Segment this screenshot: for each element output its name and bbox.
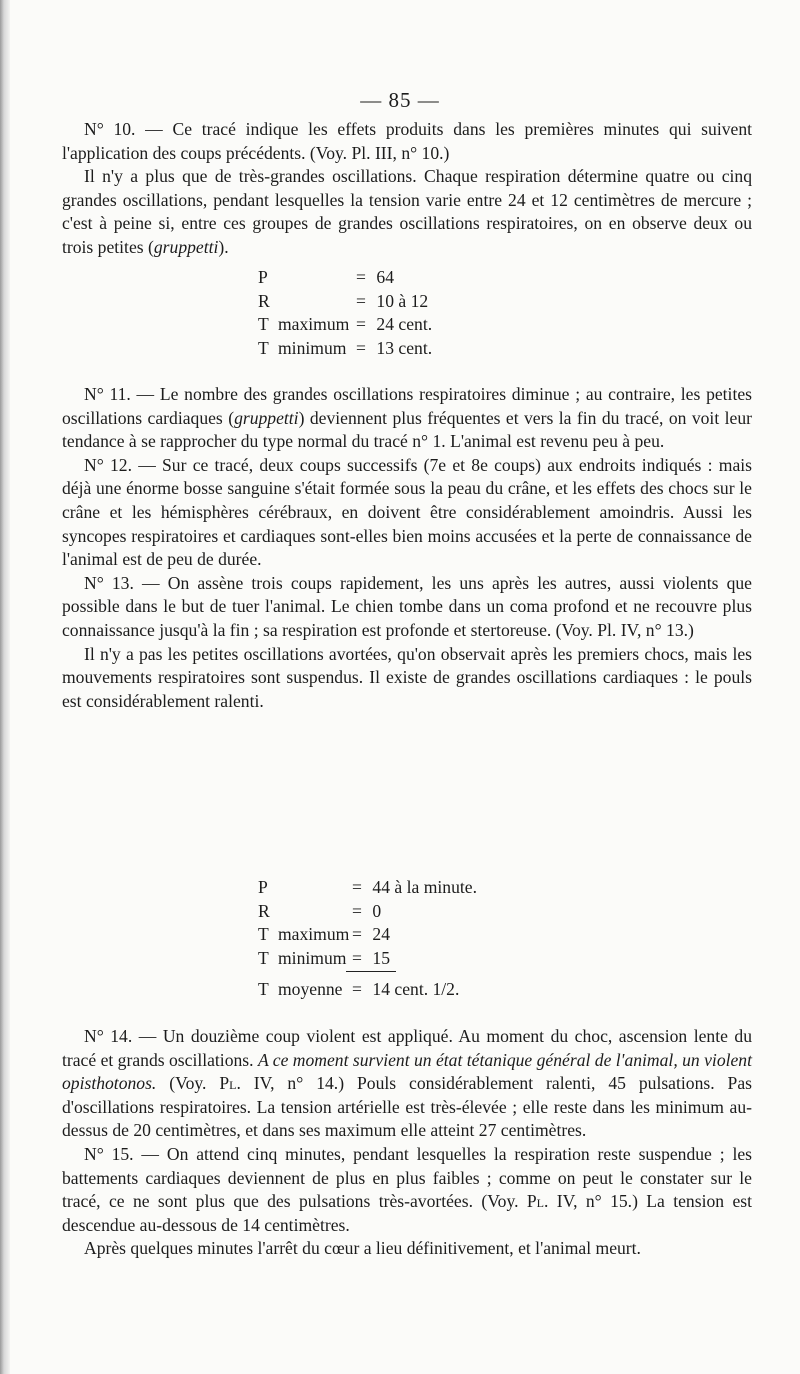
measure-row-r: R = 0 (258, 900, 382, 921)
measurements-13 (258, 876, 477, 1002)
measure-row-r: R = 10 à 12 (258, 290, 429, 311)
measure-row-tmax: T maximum = 24 cent. (258, 314, 433, 335)
paragraph-10a: N° 10. — Ce tracé indique les effets produits dans les premières minutes qui suivent l'application des coups précédents. (Voy. Pl. III, n° 10.) (62, 119, 752, 163)
paragraph-12: N° 12. — Sur ce tracé, deux coups successifs (7e et 8e coups) aux endroits indiqués : mais déjà une énorme bosse sanguine s'était formée sous la peau du crâne, et les effets des chocs sur le crâne et les hémisphères cérébraux, en doivent être considérablement amoindris. Aussi les syncopes respiratoires et cardiaques sont-elles bien moins accusées et la perte de connaissance de l'animal est de peu de durée. (62, 454, 752, 570)
measure-row-p: P = 64 (258, 267, 394, 287)
italic-term: gruppetti (234, 407, 299, 428)
measure-row-p: P = 44 à la minute. (258, 877, 477, 897)
measure-row-tmin: T minimum = 15 (258, 947, 390, 968)
paragraph-14: N° 14. — Un douzième coup violent est appliqué. Au moment du choc, ascension lente du tracé et grands oscillations. A ce moment survient un état tétanique général de l'animal, un violent opisthotonos. (Voy. Pl. IV, n° 14.) Pouls considérablement ralenti, 45 pulsations. Pas d'oscillations respiratoires. La tension artérielle est très-élevée ; elle reste dans les minimum au-dessus de 20 centimètres, et dans ses maximum elle atteint 27 centimètres. (62, 1026, 752, 1141)
paragraph-block-11-13 (62, 383, 752, 713)
paragraph-final: Après quelques minutes l'arrêt du cœur a lieu définitivement, et l'animal meurt. (84, 1238, 641, 1259)
italic-term: gruppetti (153, 236, 219, 257)
measure-row-tmoy: T moyenne = 14 cent. 1/2. (258, 979, 460, 1000)
page-number: — 85 — (360, 88, 440, 112)
sum-rule (346, 971, 396, 972)
paragraph-15: N° 15. — On attend cinq minutes, pendant lesquelles la respiration reste suspendue ; les battements cardiaques deviennent de plus en plus faibles ; comme on peut le constater sur le tracé, ce ne sont plus que des pulsations très-avortées. (Voy. Pl. IV, n° 15.) La tension est descendue au-dessous de 14 centimètres. (62, 1143, 752, 1235)
measure-row-tmin: T minimum = 13 cent. (258, 337, 433, 358)
measurements-10 (258, 266, 432, 360)
paragraph-block-14-15 (62, 1025, 752, 1261)
paragraph-block-10 (62, 118, 752, 260)
measure-row-tmax: T maximum = 24 (258, 924, 390, 945)
scan-shadow-edge (0, 0, 10, 1374)
italic-phrase: A ce moment survient un état tétanique général de l'animal, un violent opisthotonos. (62, 1049, 752, 1094)
paragraph-11: N° 11. — Le nombre des grandes oscillations respiratoires diminue ; au contraire, les petites oscillations cardiaques (gruppetti) deviennent plus fréquentes et vers la fin du tracé, on voit leur tendance à se rapprocher du type normal du tracé n° 1. L'animal est revenu peu à peu. (62, 384, 752, 452)
paragraph-10b: Il n'y a plus que de très-grandes oscillations. Chaque respiration détermine quatre ou cinq grandes oscillations, pendant lesquelles la tension varie entre 24 et 12 centimètres de mercure ; c'est à peine si, entre ces groupes de grandes oscillations respiratoires, on en observe deux ou trois petites (gruppetti). (62, 166, 752, 257)
paragraph-13a: N° 13. — On assène trois coups rapidement, les uns après les autres, aussi violents que possible dans le but de tuer l'animal. Le chien tombe dans un coma profond et ne recouvre plus connaissance jusqu'à la fin ; sa respiration est profonde et stertoreuse. (Voy. Pl. IV, n° 13.) (62, 572, 752, 640)
paragraph-13b: Il n'y a pas les petites oscillations avortées, qu'on observait après les premiers chocs, mais les mouvements respiratoires sont suspendus. Il existe de grandes oscillations cardiaques : le pouls est considérablement ralenti. (62, 643, 752, 711)
